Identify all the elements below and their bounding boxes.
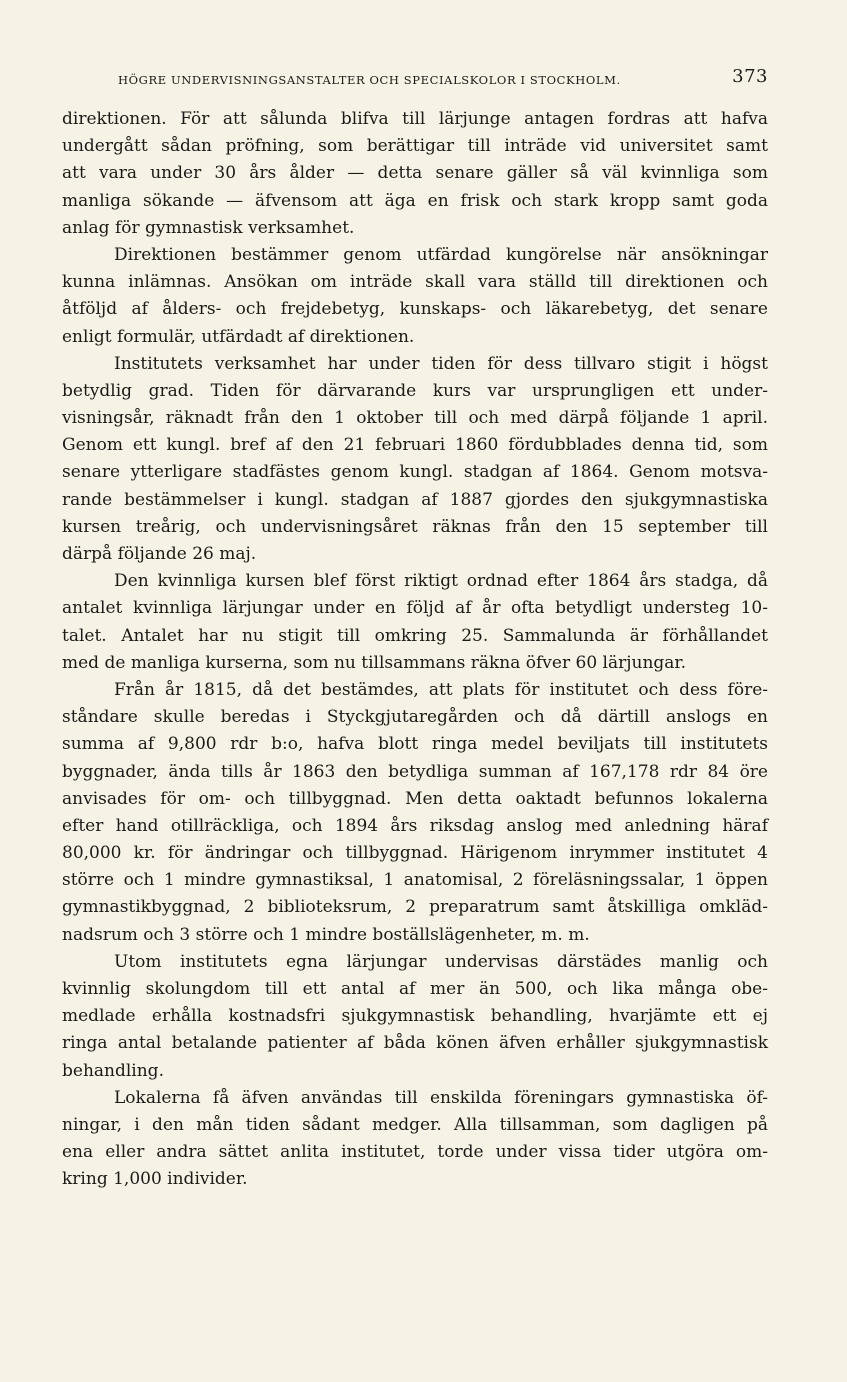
text-line: kursen treårig, och undervisningsåret räknas från den 15 september till — [62, 516, 768, 537]
paragraph — [62, 1085, 768, 1194]
text-line: Från år 1815, då det bestämdes, att plats för institutet och dess före- — [114, 679, 768, 700]
text-line: därpå följande 26 maj. — [62, 544, 257, 564]
text-line: antalet kvinnliga lärjungar under en följd af år ofta betydligt understeg 10- — [62, 598, 768, 619]
text-line: Utom institutets egna lärjungar undervisas därstädes manlig och — [114, 951, 768, 972]
text-line: Lokalerna få äfven användas till enskilda föreningars gymnastiska öf- — [114, 1087, 768, 1108]
text-line: större och 1 mindre gymnastiksal, 1 anatomisal, 2 föreläsningssalar, 1 öppen — [62, 870, 768, 891]
text-line: Den kvinnliga kursen blef först riktigt ordnad efter 1864 års stadga, då — [114, 571, 768, 592]
paragraph — [62, 106, 768, 242]
text-line: visningsår, räknadt från den 1 oktober till och med därpå följande 1 april. — [62, 408, 768, 429]
paragraph — [62, 568, 768, 677]
text-line: efter hand otillräckliga, och 1894 års riksdag anslog med anledning häraf — [62, 815, 768, 836]
text-line: talet. Antalet har nu stigit till omkring 25. Sammalunda är förhållandet — [62, 625, 768, 646]
text-line: behandling. — [62, 1060, 164, 1081]
text-line: undergått sådan pröfning, som berättigar till inträde vid universitet samt — [62, 136, 768, 157]
text-line: rande bestämmelser i kungl. stadgan af 1887 gjordes den sjukgymnastiska — [62, 489, 768, 510]
text-line: Institutets verksamhet har under tiden för dess tillvaro stigit i högst — [114, 353, 768, 374]
paragraph — [62, 242, 768, 351]
text-line: ringa antal betalande patienter af båda könen äfven erhåller sjukgymnastisk — [62, 1033, 768, 1054]
text-line: enligt formulär, utfärdadt af direktionen. — [62, 326, 415, 347]
paragraph — [62, 677, 768, 949]
running-title: HÖGRE UNDERVISNINGSANSTALTER OCH SPECIALSKOLOR I STOCKHOLM. — [118, 73, 621, 87]
paragraph — [62, 949, 768, 1085]
text-line: att vara under 30 års ålder — detta senare gäller så väl kvinnliga som — [62, 163, 768, 184]
text-line: ståndare skulle beredas i Styckgjutaregården och då därtill anslogs en — [62, 707, 768, 728]
text-line: åtföljd af ålders- och frejdebetyg, kunskaps- och läkarebetyg, det senare — [62, 299, 768, 320]
text-line: nadsrum och 3 större och 1 mindre boställslägenheter, m. m. — [62, 924, 590, 945]
text-line: direktionen. För att sålunda blifva till lärjunge antagen fordras att hafva — [62, 109, 768, 129]
text-line: manliga sökande — äfvensom att äga en frisk och stark kropp samt goda — [62, 190, 768, 211]
text-line: anvisades för om- och tillbyggnad. Men detta oaktadt befunnos lokalerna — [62, 788, 768, 809]
text-line: gymnastikbyggnad, 2 biblioteksrum, 2 preparatrum samt åtskilliga omkläd- — [62, 897, 768, 918]
text-line: kvinnlig skolungdom till ett antal af mer än 500, och lika många obe- — [62, 979, 768, 999]
text-line: anlag för gymnastisk verksamhet. — [62, 217, 355, 238]
text-line: medlade erhålla kostnadsfri sjukgymnastisk behandling, hvarjämte ett ej — [62, 1006, 768, 1027]
text-line: kunna inlämnas. Ansökan om inträde skall vara ställd till direktionen och — [62, 272, 768, 293]
text-line: senare ytterligare stadfästes genom kungl. stadgan af 1864. Genom motsva- — [62, 462, 768, 483]
page-number: 373 — [732, 66, 768, 87]
text-line: kring 1,000 individer. — [62, 1169, 248, 1190]
text-line: summa af 9,800 rdr b:o, hafva blott ringa medel beviljats till institutets — [62, 734, 768, 755]
text-line: betydlig grad. Tiden för därvarande kurs var ursprungligen ett under- — [62, 380, 768, 401]
body-text — [62, 106, 768, 1194]
text-line: byggnader, ända tills år 1863 den betydliga summan af 167,178 rdr 84 öre — [62, 761, 768, 782]
text-line: ena eller andra sättet anlita institutet, torde under vissa tider utgöra om- — [62, 1142, 768, 1163]
paragraph — [62, 351, 768, 569]
running-head — [62, 66, 768, 94]
text-line: Genom ett kungl. bref af den 21 februari 1860 fördubblades denna tid, som — [62, 435, 768, 456]
text-line: med de manliga kurserna, som nu tillsammans räkna öfver 60 lärjungar. — [62, 652, 687, 673]
text-line: ningar, i den mån tiden sådant medger. Alla tillsamman, som dagligen på — [62, 1114, 768, 1135]
text-line: 80,000 kr. för ändringar och tillbyggnad. Härigenom inrymmer institutet 4 — [62, 843, 768, 864]
text-line: Direktionen bestämmer genom utfärdad kungörelse när ansökningar — [114, 244, 768, 265]
